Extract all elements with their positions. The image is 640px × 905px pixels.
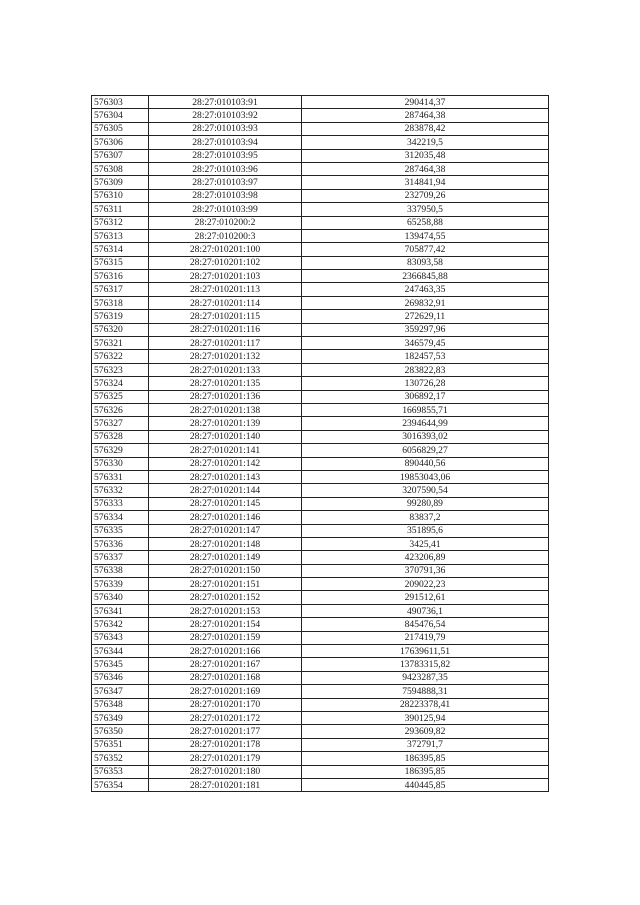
table-row	[92, 310, 549, 323]
value-cell: 287464,38	[302, 109, 549, 122]
table-row	[92, 631, 549, 644]
row-number-cell: 576304	[92, 109, 149, 122]
table-row	[92, 645, 549, 658]
row-number-cell: 576307	[92, 149, 149, 162]
table-row	[92, 578, 549, 591]
value-cell: 3425,41	[302, 537, 549, 550]
table-row	[92, 711, 549, 724]
cadastral-number-cell: 28:27:010103:98	[149, 189, 302, 202]
row-number-cell: 576347	[92, 685, 149, 698]
cadastral-number-cell: 28:27:010201:169	[149, 685, 302, 698]
cadastral-number-cell: 28:27:010201:135	[149, 377, 302, 390]
table-row	[92, 203, 549, 216]
value-cell: 269832,91	[302, 296, 549, 309]
row-number-cell: 576333	[92, 497, 149, 510]
row-number-cell: 576324	[92, 377, 149, 390]
value-cell: 3207590,54	[302, 484, 549, 497]
table-row	[92, 216, 549, 229]
cadastral-number-cell: 28:27:010201:113	[149, 283, 302, 296]
cadastral-number-cell: 28:27:010201:178	[149, 738, 302, 751]
row-number-cell: 576354	[92, 778, 149, 791]
table-row	[92, 189, 549, 202]
table-row	[92, 323, 549, 336]
cadastral-number-cell: 28:27:010200:3	[149, 229, 302, 242]
table-row	[92, 136, 549, 149]
value-cell: 3016393,02	[302, 430, 549, 443]
cadastral-number-cell: 28:27:010201:142	[149, 457, 302, 470]
cadastral-number-cell: 28:27:010201:172	[149, 711, 302, 724]
row-number-cell: 576329	[92, 444, 149, 457]
row-number-cell: 576327	[92, 417, 149, 430]
table-row	[92, 377, 549, 390]
row-number-cell: 576337	[92, 551, 149, 564]
row-number-cell: 576306	[92, 136, 149, 149]
value-cell: 17639611,51	[302, 645, 549, 658]
cadastral-number-cell: 28:27:010201:177	[149, 725, 302, 738]
table-row	[92, 403, 549, 416]
value-cell: 1669855,71	[302, 403, 549, 416]
row-number-cell: 576322	[92, 350, 149, 363]
value-cell: 337950,5	[302, 203, 549, 216]
value-cell: 283878,42	[302, 122, 549, 135]
cadastral-number-cell: 28:27:010201:166	[149, 645, 302, 658]
row-number-cell: 576350	[92, 725, 149, 738]
row-number-cell: 576334	[92, 511, 149, 524]
table-row	[92, 658, 549, 671]
cadastral-number-cell: 28:27:010103:92	[149, 109, 302, 122]
row-number-cell: 576331	[92, 470, 149, 483]
table-row	[92, 444, 549, 457]
table-row	[92, 430, 549, 443]
cadastral-number-cell: 28:27:010201:136	[149, 390, 302, 403]
row-number-cell: 576328	[92, 430, 149, 443]
row-number-cell: 576319	[92, 310, 149, 323]
table-row	[92, 162, 549, 175]
cadastral-number-cell: 28:27:010201:146	[149, 511, 302, 524]
row-number-cell: 576346	[92, 671, 149, 684]
table-row	[92, 765, 549, 778]
row-number-cell: 576330	[92, 457, 149, 470]
value-cell: 6056829,27	[302, 444, 549, 457]
table-row	[92, 229, 549, 242]
cadastral-number-cell: 28:27:010201:132	[149, 350, 302, 363]
table-row	[92, 564, 549, 577]
value-cell: 2394644,99	[302, 417, 549, 430]
value-cell: 186395,85	[302, 765, 549, 778]
value-cell: 19853043,06	[302, 470, 549, 483]
value-cell: 139474,55	[302, 229, 549, 242]
row-number-cell: 576349	[92, 711, 149, 724]
value-cell: 99280,89	[302, 497, 549, 510]
table-row	[92, 671, 549, 684]
value-cell: 217419,79	[302, 631, 549, 644]
row-number-cell: 576303	[92, 96, 149, 109]
cadastral-number-cell: 28:27:010201:144	[149, 484, 302, 497]
table-row	[92, 537, 549, 550]
row-number-cell: 576320	[92, 323, 149, 336]
cadastral-number-cell: 28:27:010201:147	[149, 524, 302, 537]
value-cell: 351895,6	[302, 524, 549, 537]
cadastral-number-cell: 28:27:010201:100	[149, 243, 302, 256]
row-number-cell: 576338	[92, 564, 149, 577]
row-number-cell: 576332	[92, 484, 149, 497]
row-number-cell: 576344	[92, 645, 149, 658]
value-cell: 705877,42	[302, 243, 549, 256]
value-cell: 9423287,35	[302, 671, 549, 684]
table-row	[92, 524, 549, 537]
table-row	[92, 176, 549, 189]
value-cell: 490736,1	[302, 604, 549, 617]
row-number-cell: 576309	[92, 176, 149, 189]
value-cell: 130726,28	[302, 377, 549, 390]
row-number-cell: 576353	[92, 765, 149, 778]
row-number-cell: 576325	[92, 390, 149, 403]
row-number-cell: 576352	[92, 752, 149, 765]
row-number-cell: 576336	[92, 537, 149, 550]
value-cell: 272629,11	[302, 310, 549, 323]
cadastral-number-cell: 28:27:010201:154	[149, 618, 302, 631]
table-row	[92, 725, 549, 738]
cadastral-number-cell: 28:27:010201:149	[149, 551, 302, 564]
table-row	[92, 149, 549, 162]
row-number-cell: 576343	[92, 631, 149, 644]
cadastral-number-cell: 28:27:010201:116	[149, 323, 302, 336]
row-number-cell: 576348	[92, 698, 149, 711]
table-row	[92, 738, 549, 751]
value-cell: 306892,17	[302, 390, 549, 403]
value-cell: 372791,7	[302, 738, 549, 751]
value-cell: 182457,53	[302, 350, 549, 363]
cadastral-number-cell: 28:27:010103:97	[149, 176, 302, 189]
value-cell: 370791,36	[302, 564, 549, 577]
cadastral-number-cell: 28:27:010201:138	[149, 403, 302, 416]
cadastral-number-cell: 28:27:010201:150	[149, 564, 302, 577]
row-number-cell: 576308	[92, 162, 149, 175]
cadastral-number-cell: 28:27:010201:133	[149, 363, 302, 376]
value-cell: 287464,38	[302, 162, 549, 175]
value-cell: 293609,82	[302, 725, 549, 738]
row-number-cell: 576318	[92, 296, 149, 309]
row-number-cell: 576351	[92, 738, 149, 751]
row-number-cell: 576321	[92, 337, 149, 350]
cadastral-number-cell: 28:27:010201:170	[149, 698, 302, 711]
table-row	[92, 350, 549, 363]
table-body	[92, 96, 549, 792]
cadastral-number-cell: 28:27:010201:102	[149, 256, 302, 269]
value-cell: 83093,58	[302, 256, 549, 269]
table-row	[92, 363, 549, 376]
cadastral-number-cell: 28:27:010201:151	[149, 578, 302, 591]
cadastral-number-cell: 28:27:010201:139	[149, 417, 302, 430]
row-number-cell: 576305	[92, 122, 149, 135]
table-row	[92, 618, 549, 631]
value-cell: 186395,85	[302, 752, 549, 765]
table-row	[92, 243, 549, 256]
cadastral-number-cell: 28:27:010200:2	[149, 216, 302, 229]
table-row	[92, 604, 549, 617]
value-cell: 346579,45	[302, 337, 549, 350]
row-number-cell: 576317	[92, 283, 149, 296]
row-number-cell: 576312	[92, 216, 149, 229]
table-row	[92, 778, 549, 791]
table-row	[92, 497, 549, 510]
row-number-cell: 576345	[92, 658, 149, 671]
table-row	[92, 457, 549, 470]
table-row	[92, 337, 549, 350]
value-cell: 13783315,82	[302, 658, 549, 671]
table-row	[92, 283, 549, 296]
table-row	[92, 417, 549, 430]
row-number-cell: 576314	[92, 243, 149, 256]
cadastral-value-table	[91, 95, 549, 792]
cadastral-number-cell: 28:27:010201:167	[149, 658, 302, 671]
cadastral-number-cell: 28:27:010201:114	[149, 296, 302, 309]
table-row	[92, 698, 549, 711]
table-row	[92, 270, 549, 283]
table-row	[92, 591, 549, 604]
value-cell: 283822,83	[302, 363, 549, 376]
value-cell: 83837,2	[302, 511, 549, 524]
row-number-cell: 576342	[92, 618, 149, 631]
row-number-cell: 576311	[92, 203, 149, 216]
cadastral-number-cell: 28:27:010201:179	[149, 752, 302, 765]
table-row	[92, 109, 549, 122]
cadastral-number-cell: 28:27:010201:115	[149, 310, 302, 323]
value-cell: 440445,85	[302, 778, 549, 791]
row-number-cell: 576315	[92, 256, 149, 269]
row-number-cell: 576310	[92, 189, 149, 202]
row-number-cell: 576339	[92, 578, 149, 591]
value-cell: 65258,88	[302, 216, 549, 229]
cadastral-number-cell: 28:27:010103:93	[149, 122, 302, 135]
value-cell: 2366845,88	[302, 270, 549, 283]
value-cell: 312035,48	[302, 149, 549, 162]
cadastral-number-cell: 28:27:010201:180	[149, 765, 302, 778]
value-cell: 290414,37	[302, 96, 549, 109]
row-number-cell: 576335	[92, 524, 149, 537]
cadastral-number-cell: 28:27:010201:103	[149, 270, 302, 283]
cadastral-number-cell: 28:27:010201:159	[149, 631, 302, 644]
cadastral-number-cell: 28:27:010201:181	[149, 778, 302, 791]
value-cell: 359297,96	[302, 323, 549, 336]
value-cell: 390125,94	[302, 711, 549, 724]
value-cell: 232709,26	[302, 189, 549, 202]
row-number-cell: 576316	[92, 270, 149, 283]
table-row	[92, 390, 549, 403]
cadastral-number-cell: 28:27:010201:117	[149, 337, 302, 350]
value-cell: 291512,61	[302, 591, 549, 604]
row-number-cell: 576326	[92, 403, 149, 416]
value-cell: 247463,35	[302, 283, 549, 296]
cadastral-number-cell: 28:27:010201:168	[149, 671, 302, 684]
table-row	[92, 484, 549, 497]
cadastral-number-cell: 28:27:010201:141	[149, 444, 302, 457]
table-row	[92, 122, 549, 135]
value-cell: 890440,56	[302, 457, 549, 470]
value-cell: 314841,94	[302, 176, 549, 189]
value-cell: 423206,89	[302, 551, 549, 564]
cadastral-number-cell: 28:27:010201:153	[149, 604, 302, 617]
table-row	[92, 470, 549, 483]
value-cell: 845476,54	[302, 618, 549, 631]
cadastral-number-cell: 28:27:010201:143	[149, 470, 302, 483]
cadastral-number-cell: 28:27:010103:96	[149, 162, 302, 175]
table-row	[92, 256, 549, 269]
value-cell: 209022,23	[302, 578, 549, 591]
table-row	[92, 96, 549, 109]
cadastral-number-cell: 28:27:010103:99	[149, 203, 302, 216]
cadastral-number-cell: 28:27:010103:94	[149, 136, 302, 149]
table-row	[92, 511, 549, 524]
row-number-cell: 576340	[92, 591, 149, 604]
cadastral-number-cell: 28:27:010103:91	[149, 96, 302, 109]
cadastral-number-cell: 28:27:010103:95	[149, 149, 302, 162]
cadastral-number-cell: 28:27:010201:152	[149, 591, 302, 604]
table-row	[92, 296, 549, 309]
cadastral-number-cell: 28:27:010201:140	[149, 430, 302, 443]
value-cell: 28223378,41	[302, 698, 549, 711]
cadastral-number-cell: 28:27:010201:145	[149, 497, 302, 510]
cadastral-number-cell: 28:27:010201:148	[149, 537, 302, 550]
row-number-cell: 576323	[92, 363, 149, 376]
row-number-cell: 576313	[92, 229, 149, 242]
table-row	[92, 685, 549, 698]
table-row	[92, 551, 549, 564]
value-cell: 342219,5	[302, 136, 549, 149]
table-row	[92, 752, 549, 765]
row-number-cell: 576341	[92, 604, 149, 617]
value-cell: 7594888,31	[302, 685, 549, 698]
